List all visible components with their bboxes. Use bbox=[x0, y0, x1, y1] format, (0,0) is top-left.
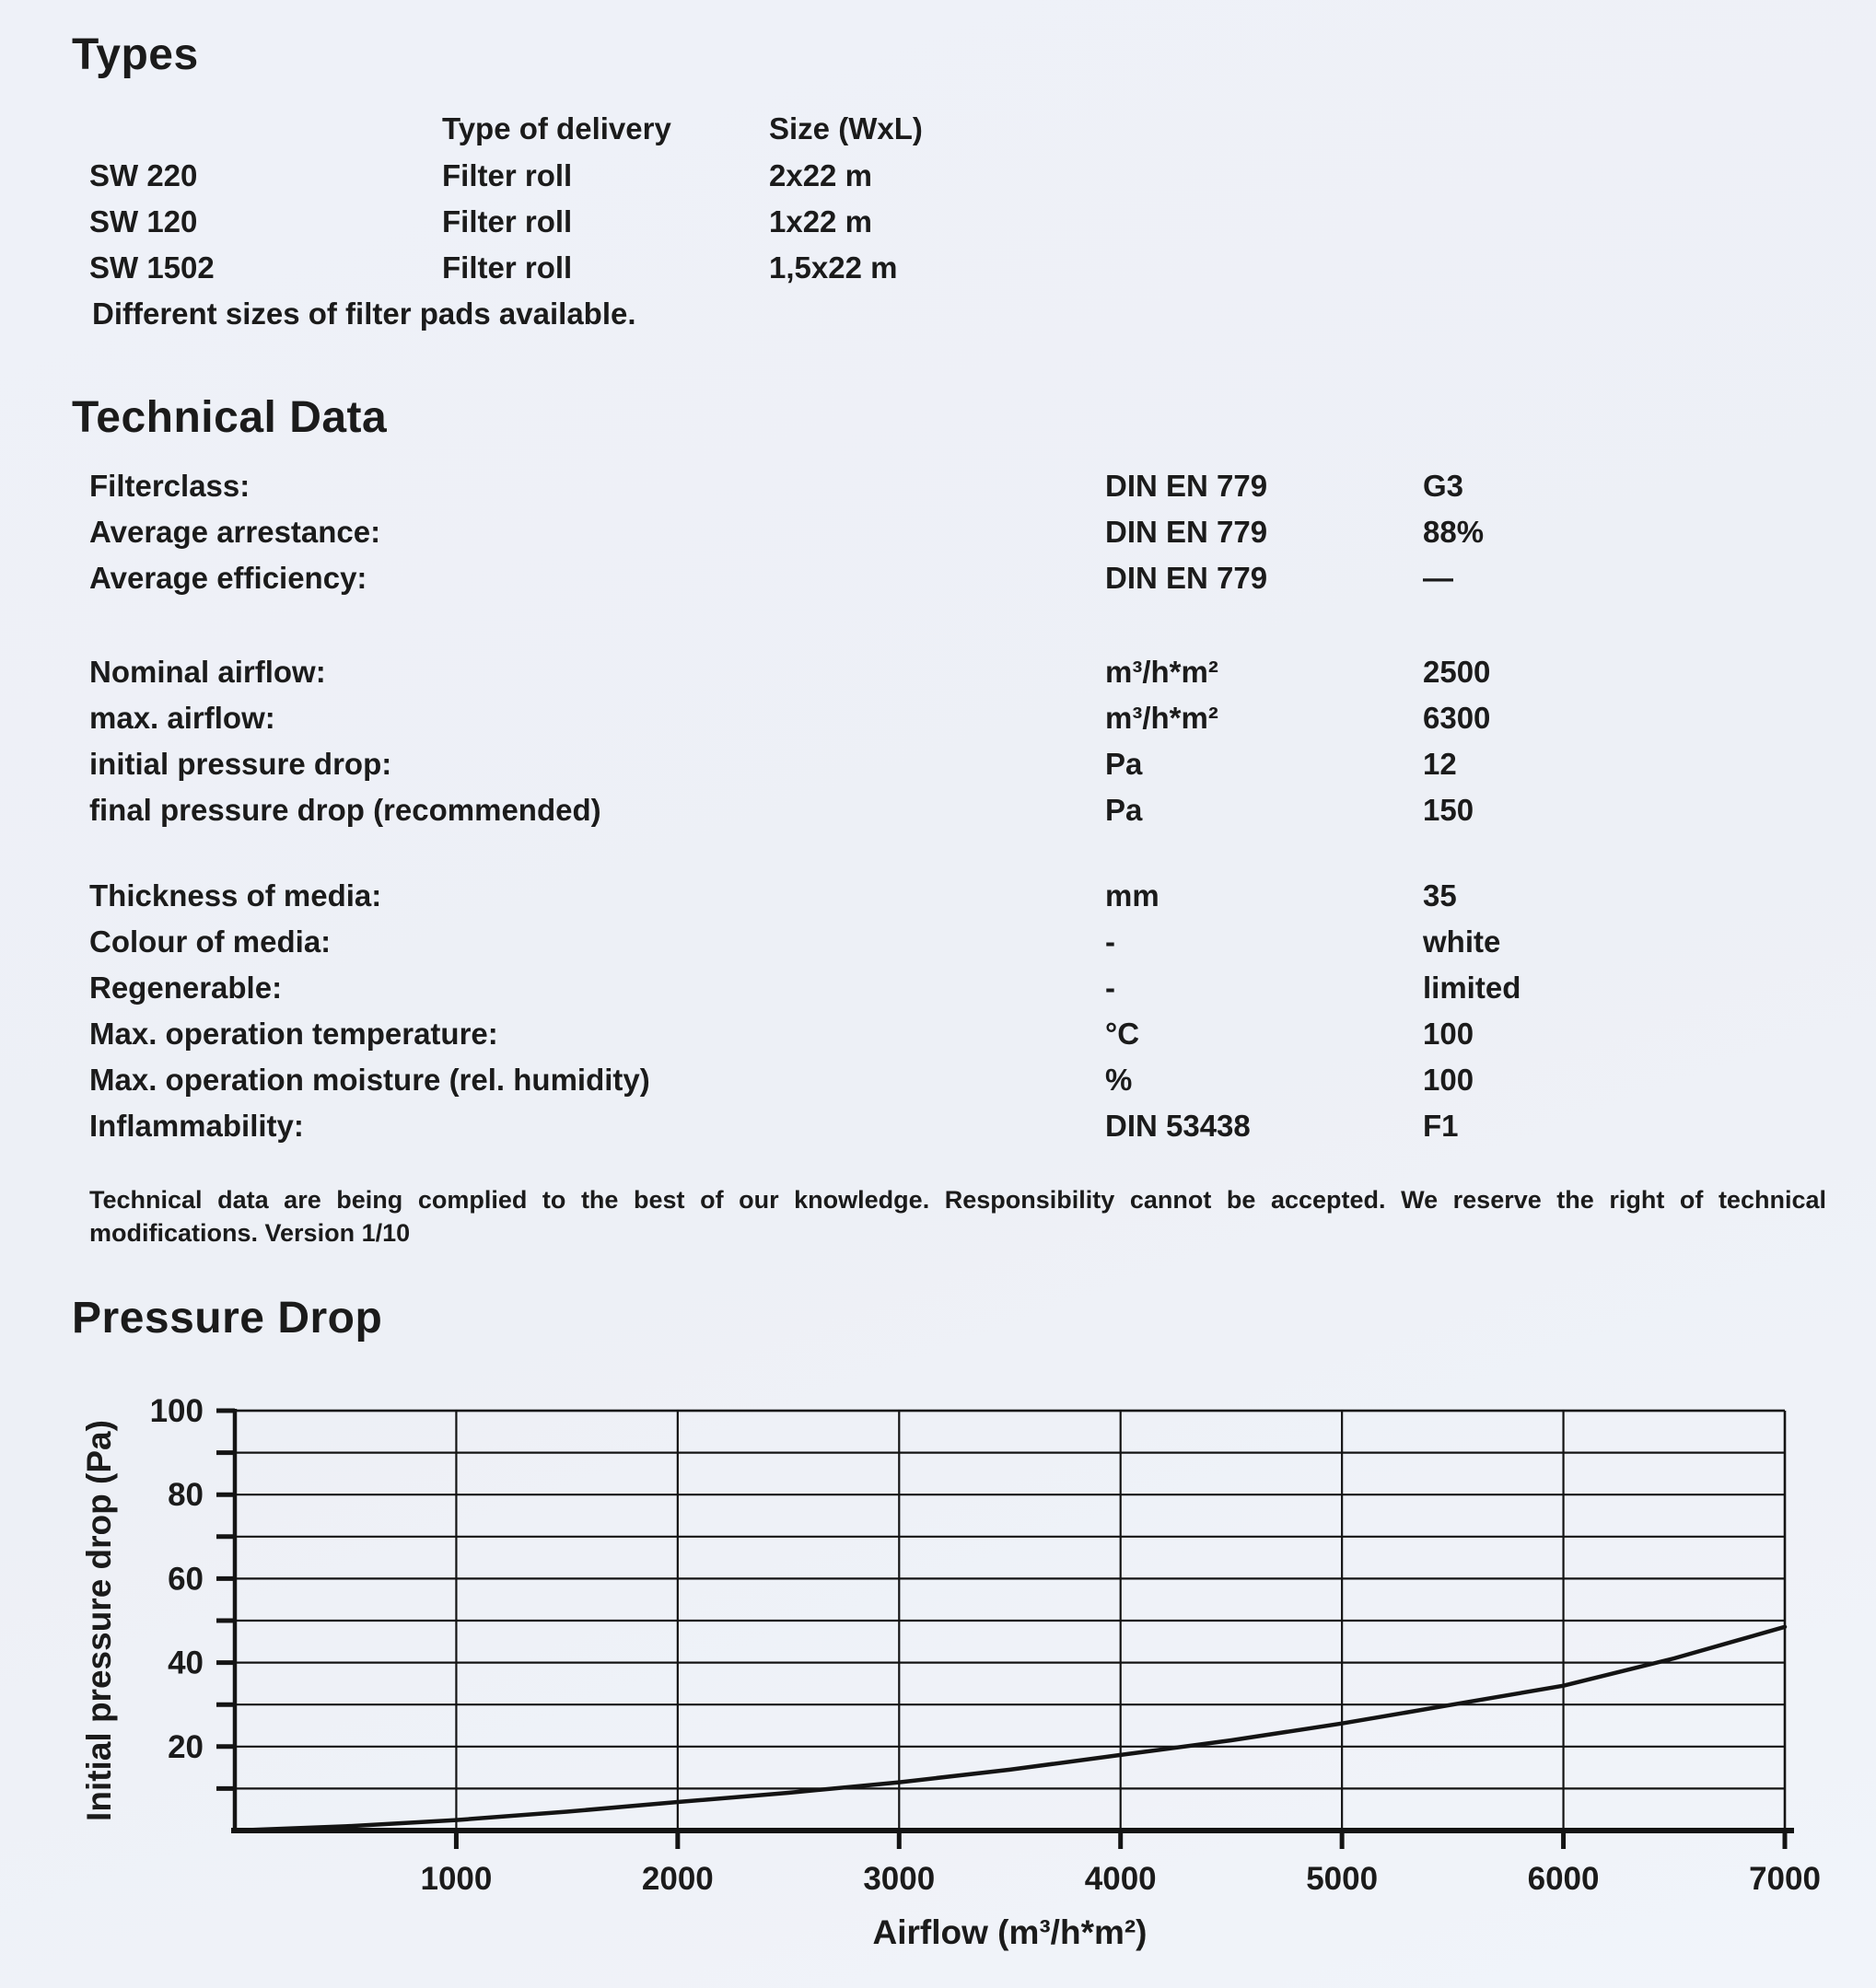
x-tick-label: 5000 bbox=[1306, 1861, 1379, 1897]
tech-value: limited bbox=[1423, 971, 1521, 1005]
table-row bbox=[89, 159, 1379, 200]
x-tick-label: 3000 bbox=[863, 1861, 936, 1897]
tech-value: 35 bbox=[1423, 878, 1457, 913]
x-tick-label: 6000 bbox=[1527, 1861, 1600, 1897]
tech-value: 88% bbox=[1423, 515, 1485, 549]
tech-value: 6300 bbox=[1423, 701, 1491, 735]
x-tick-label: 4000 bbox=[1084, 1861, 1157, 1897]
table-row bbox=[89, 251, 1379, 292]
tech-label: Average efficiency: bbox=[89, 561, 367, 595]
tech-value: — bbox=[1423, 561, 1453, 595]
tech-label: Inflammability: bbox=[89, 1109, 304, 1143]
tech-value: 150 bbox=[1423, 793, 1474, 827]
table-row bbox=[89, 925, 1821, 966]
tech-value: F1 bbox=[1423, 1109, 1459, 1143]
tech-standard: DIN EN 779 bbox=[1105, 561, 1268, 595]
tech-label: Regenerable: bbox=[89, 971, 283, 1005]
tech-unit: °C bbox=[1105, 1017, 1140, 1051]
y-tick-label: 40 bbox=[168, 1645, 204, 1681]
y-tick-label: 100 bbox=[149, 1393, 204, 1429]
tech-value: 2500 bbox=[1423, 655, 1491, 689]
tech-label: final pressure drop (recommended) bbox=[89, 793, 601, 827]
tech-label: initial pressure drop: bbox=[89, 747, 392, 781]
table-row bbox=[89, 562, 1821, 602]
tech-value: 12 bbox=[1423, 747, 1457, 781]
tech-standard: DIN EN 779 bbox=[1105, 469, 1268, 503]
types-model: SW 120 bbox=[89, 204, 198, 238]
types-delivery: Filter roll bbox=[442, 158, 573, 192]
types-header-delivery: Type of delivery bbox=[442, 111, 671, 145]
tech-label: Thickness of media: bbox=[89, 878, 382, 913]
tech-label: Max. operation temperature: bbox=[89, 1017, 498, 1051]
y-tick-label: 20 bbox=[168, 1728, 204, 1765]
table-row bbox=[89, 794, 1821, 834]
x-tick-label: 7000 bbox=[1749, 1861, 1821, 1897]
y-tick-label: 80 bbox=[168, 1477, 204, 1514]
tech-label: Filterclass: bbox=[89, 469, 251, 503]
types-size: 1x22 m bbox=[769, 204, 872, 238]
table-row bbox=[89, 205, 1379, 246]
types-delivery: Filter roll bbox=[442, 204, 573, 238]
tech-value: white bbox=[1423, 924, 1501, 959]
tech-unit: Pa bbox=[1105, 747, 1143, 781]
pressure-drop-curve bbox=[235, 1627, 1785, 1831]
tech-unit: - bbox=[1105, 924, 1115, 959]
tech-unit: m³/h*m² bbox=[1105, 655, 1218, 689]
x-tick-label: 2000 bbox=[641, 1861, 714, 1897]
y-tick-label: 60 bbox=[168, 1561, 204, 1598]
types-model: SW 220 bbox=[89, 158, 198, 192]
pressure-drop-chart-canvas bbox=[37, 1377, 1833, 1984]
disclaimer-text: Technical data are being complied to the best of our knowledge. Responsibility cannot be accepted. We reserve the right of technical modifications. Version 1/10 bbox=[89, 1186, 1826, 1247]
chart-y-axis-label: Initial pressure drop (Pa) bbox=[80, 1420, 118, 1821]
tech-standard: DIN EN 779 bbox=[1105, 515, 1268, 549]
table-row bbox=[89, 748, 1821, 788]
x-tick-label: 1000 bbox=[420, 1861, 493, 1897]
tech-unit: % bbox=[1105, 1063, 1133, 1097]
tech-unit: Pa bbox=[1105, 793, 1143, 827]
technical-data-heading: Technical Data bbox=[72, 393, 388, 442]
types-size: 1,5x22 m bbox=[769, 250, 898, 285]
types-size: 2x22 m bbox=[769, 158, 872, 192]
types-model: SW 1502 bbox=[89, 250, 215, 285]
tech-standard: DIN 53438 bbox=[1105, 1109, 1251, 1143]
tech-label: Colour of media: bbox=[89, 924, 332, 959]
table-row bbox=[89, 470, 1821, 510]
pressure-drop-chart bbox=[37, 1377, 1833, 1984]
table-row bbox=[89, 1017, 1821, 1058]
table-row bbox=[89, 1110, 1821, 1150]
tech-value: G3 bbox=[1423, 469, 1464, 503]
tech-label: Average arrestance: bbox=[89, 515, 381, 549]
tech-label: Nominal airflow: bbox=[89, 655, 326, 689]
table-row bbox=[89, 971, 1821, 1012]
tech-value: 100 bbox=[1423, 1063, 1474, 1097]
table-row bbox=[89, 702, 1821, 742]
table-row bbox=[89, 1064, 1821, 1104]
table-row bbox=[89, 656, 1821, 696]
types-note: Different sizes of filter pads available. bbox=[92, 296, 636, 331]
table-row bbox=[89, 879, 1821, 920]
pressure-drop-heading: Pressure Drop bbox=[72, 1294, 383, 1343]
types-heading: Types bbox=[72, 30, 199, 79]
types-table-header-row bbox=[89, 112, 1379, 153]
chart-x-axis-label: Airflow (m³/h*m²) bbox=[872, 1913, 1148, 1951]
tech-label: Max. operation moisture (rel. humidity) bbox=[89, 1063, 650, 1097]
table-row bbox=[89, 516, 1821, 556]
tech-label: max. airflow: bbox=[89, 701, 275, 735]
types-delivery: Filter roll bbox=[442, 250, 573, 285]
tech-unit: - bbox=[1105, 971, 1115, 1005]
tech-unit: mm bbox=[1105, 878, 1159, 913]
tech-value: 100 bbox=[1423, 1017, 1474, 1051]
tech-unit: m³/h*m² bbox=[1105, 701, 1218, 735]
types-header-size: Size (WxL) bbox=[769, 111, 923, 145]
